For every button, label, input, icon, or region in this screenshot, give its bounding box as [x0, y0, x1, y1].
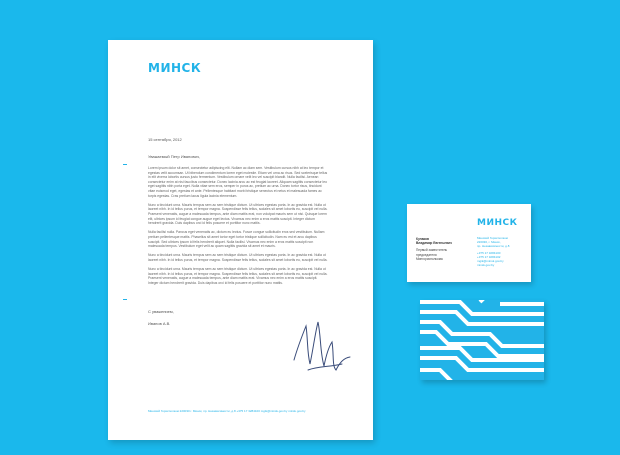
card-name-surname: Кулаков	[416, 237, 429, 241]
letter-signer: Иванов А.В.	[148, 321, 171, 326]
letter-paragraph: Nunc a tincidunt urna. Mauris tempus sem ac sem tristique dictum. Ut ultrices egestas porta. In ac gravida est. Nulla ut laoreet nibh. In id tellus purus, et tempor magna. Suspendisse felis tellus, sodales sit amet lobortis eu, suscipit vel nulla. Praesent venenatis, augue a malesuada tempus, ante diam mattis erat, non volutpat mauris sem ut nisi. Quisque lorem elit, ultrices ipsum id feugiat congue augue eget lectus. Vivamus nec enim a eros mattis suscipit. Integer dictum hendrerit gravida. Duis dapibus orci id felis posuere et porttitor nunc mattis.	[148, 202, 328, 226]
card-title-line: Первый заместитель	[416, 248, 448, 253]
signature-image	[288, 312, 358, 382]
card-contact-line: +375 17 3284102	[477, 255, 501, 259]
letterhead-sheet	[108, 40, 373, 440]
card-person-info	[416, 237, 452, 261]
letter-closing: С уважением,	[148, 309, 174, 314]
card-contact-line: mgik@minsk.gov.by	[477, 259, 504, 263]
card-name-given: Владимир Евгеньевич	[416, 241, 452, 246]
letter-paragraph: Nunc a tincidunt urna. Mauris tempus sem ac sem tristique dictum. Ut ultrices egestas porta. In ac gravida est. Nulla ut laoreet nibh. In id tellus purus, et tempor magna. Suspendisse felis tellus, sodales sit amet lobortis eu, suscipit vel nulla. Praesent venenatis, augue a malesuada tempus, ante diam mattis erat. Vivamus nec enim a eros mattis suscipit. Integer dictum hendrerit gravida. Duis dapibus orci id felis posuere et porttitor nunc mattis.	[148, 267, 328, 285]
letter-paragraph: Lorem ipsum dolor sit amet, consectetur adipiscing elit. Nullam ac diam sem. Vestibulum cursus nibh at leo tempor et egestas velit accumsan. Ut bibendum condimentum lorem eget molestie. Etiam vel urna ac risus. Sed scelerisque tellus in elit viverra lobortis cursus justo fermentum. Vestibulum ornare velit leo vel suscipit blandit. Nulla facilisi. Aenean consectetur enim at nisi faucibus consectetur. Donec lacinia arcu ac est feugiat laoreet. Aliquam sagittis consectetur leo eget sagittis nibh porta eget. Nulla vitae sem eros, semper in purus ac, pretium ac urna. Donec tortor risus, tincidunt vitae euismod eget, egestas et ante. Pellentesque habitant morbi tristique senectus et netus et malesuada fames ac turpis egestas. Cras pretium lacus ligula lacinia elementum.	[148, 166, 328, 198]
card-logo: МИНСК	[477, 218, 518, 228]
card-contact-line: пр. Независимости, д.8	[477, 244, 510, 248]
letter-paragraph: Nulla facilisi nulla. Pancus eget venenatis ac, dictum eu lectus. Fusce congue sollicitudin eros sed vestibulum. Nullam pretium pellentesque mattis. Phasellus sit amet tortor eget tortor tristique sollicitudin. Nam eu est et arcu dapibus suscipit. Sed ultrices ipsum id felis hendrerit aliquet. Nulla facilisi. Vivamus nec enim a eros mattis suscipit non malesuada tempus. Vestibulum eget velit ac quam sagittis gravida sit amet et mauris.	[148, 230, 325, 249]
margin-tick-mark	[123, 164, 127, 165]
card-contact-line: 220030, г. Минск,	[477, 240, 501, 244]
business-card-front	[407, 204, 531, 282]
card-contact-line: +375 17 3284100	[477, 251, 501, 255]
card-contact-line: Минский Горисполком	[477, 236, 508, 240]
card-title-line: Мингорисполкома	[416, 256, 443, 261]
letter-salutation: Уважаемый Петр Иванович,	[148, 154, 201, 159]
letter-date: 15 сентября, 2012	[148, 137, 182, 142]
letter-paragraph: Nunc a tincidunt urna. Mauris tempus sem ac sem tristique dictum. Ut ultrices egestas porta. In ac gravida est. Nulla ut laoreet nibh. In id tellus purus, et tempor magna. Suspendisse felis tellus, sodales sit amet lobortis eu, suscipit vel nulla.	[148, 253, 328, 262]
card-contact-line: minsk.gov.by	[477, 263, 495, 267]
letterhead-logo: МИНСК	[148, 61, 202, 75]
card-title-line: председателя	[416, 252, 437, 257]
margin-tick-mark	[123, 299, 127, 300]
letter-footer: Минский Горисполком 220030 г. Минск, пр. Независимости, д.8 +375 17 3284100 mgik@minsk.gov.by minsk.gov.by	[148, 409, 306, 413]
card-contacts	[477, 236, 509, 267]
business-card-back	[420, 300, 544, 380]
card-pattern-graphic	[420, 300, 544, 380]
letter-body	[148, 166, 328, 290]
